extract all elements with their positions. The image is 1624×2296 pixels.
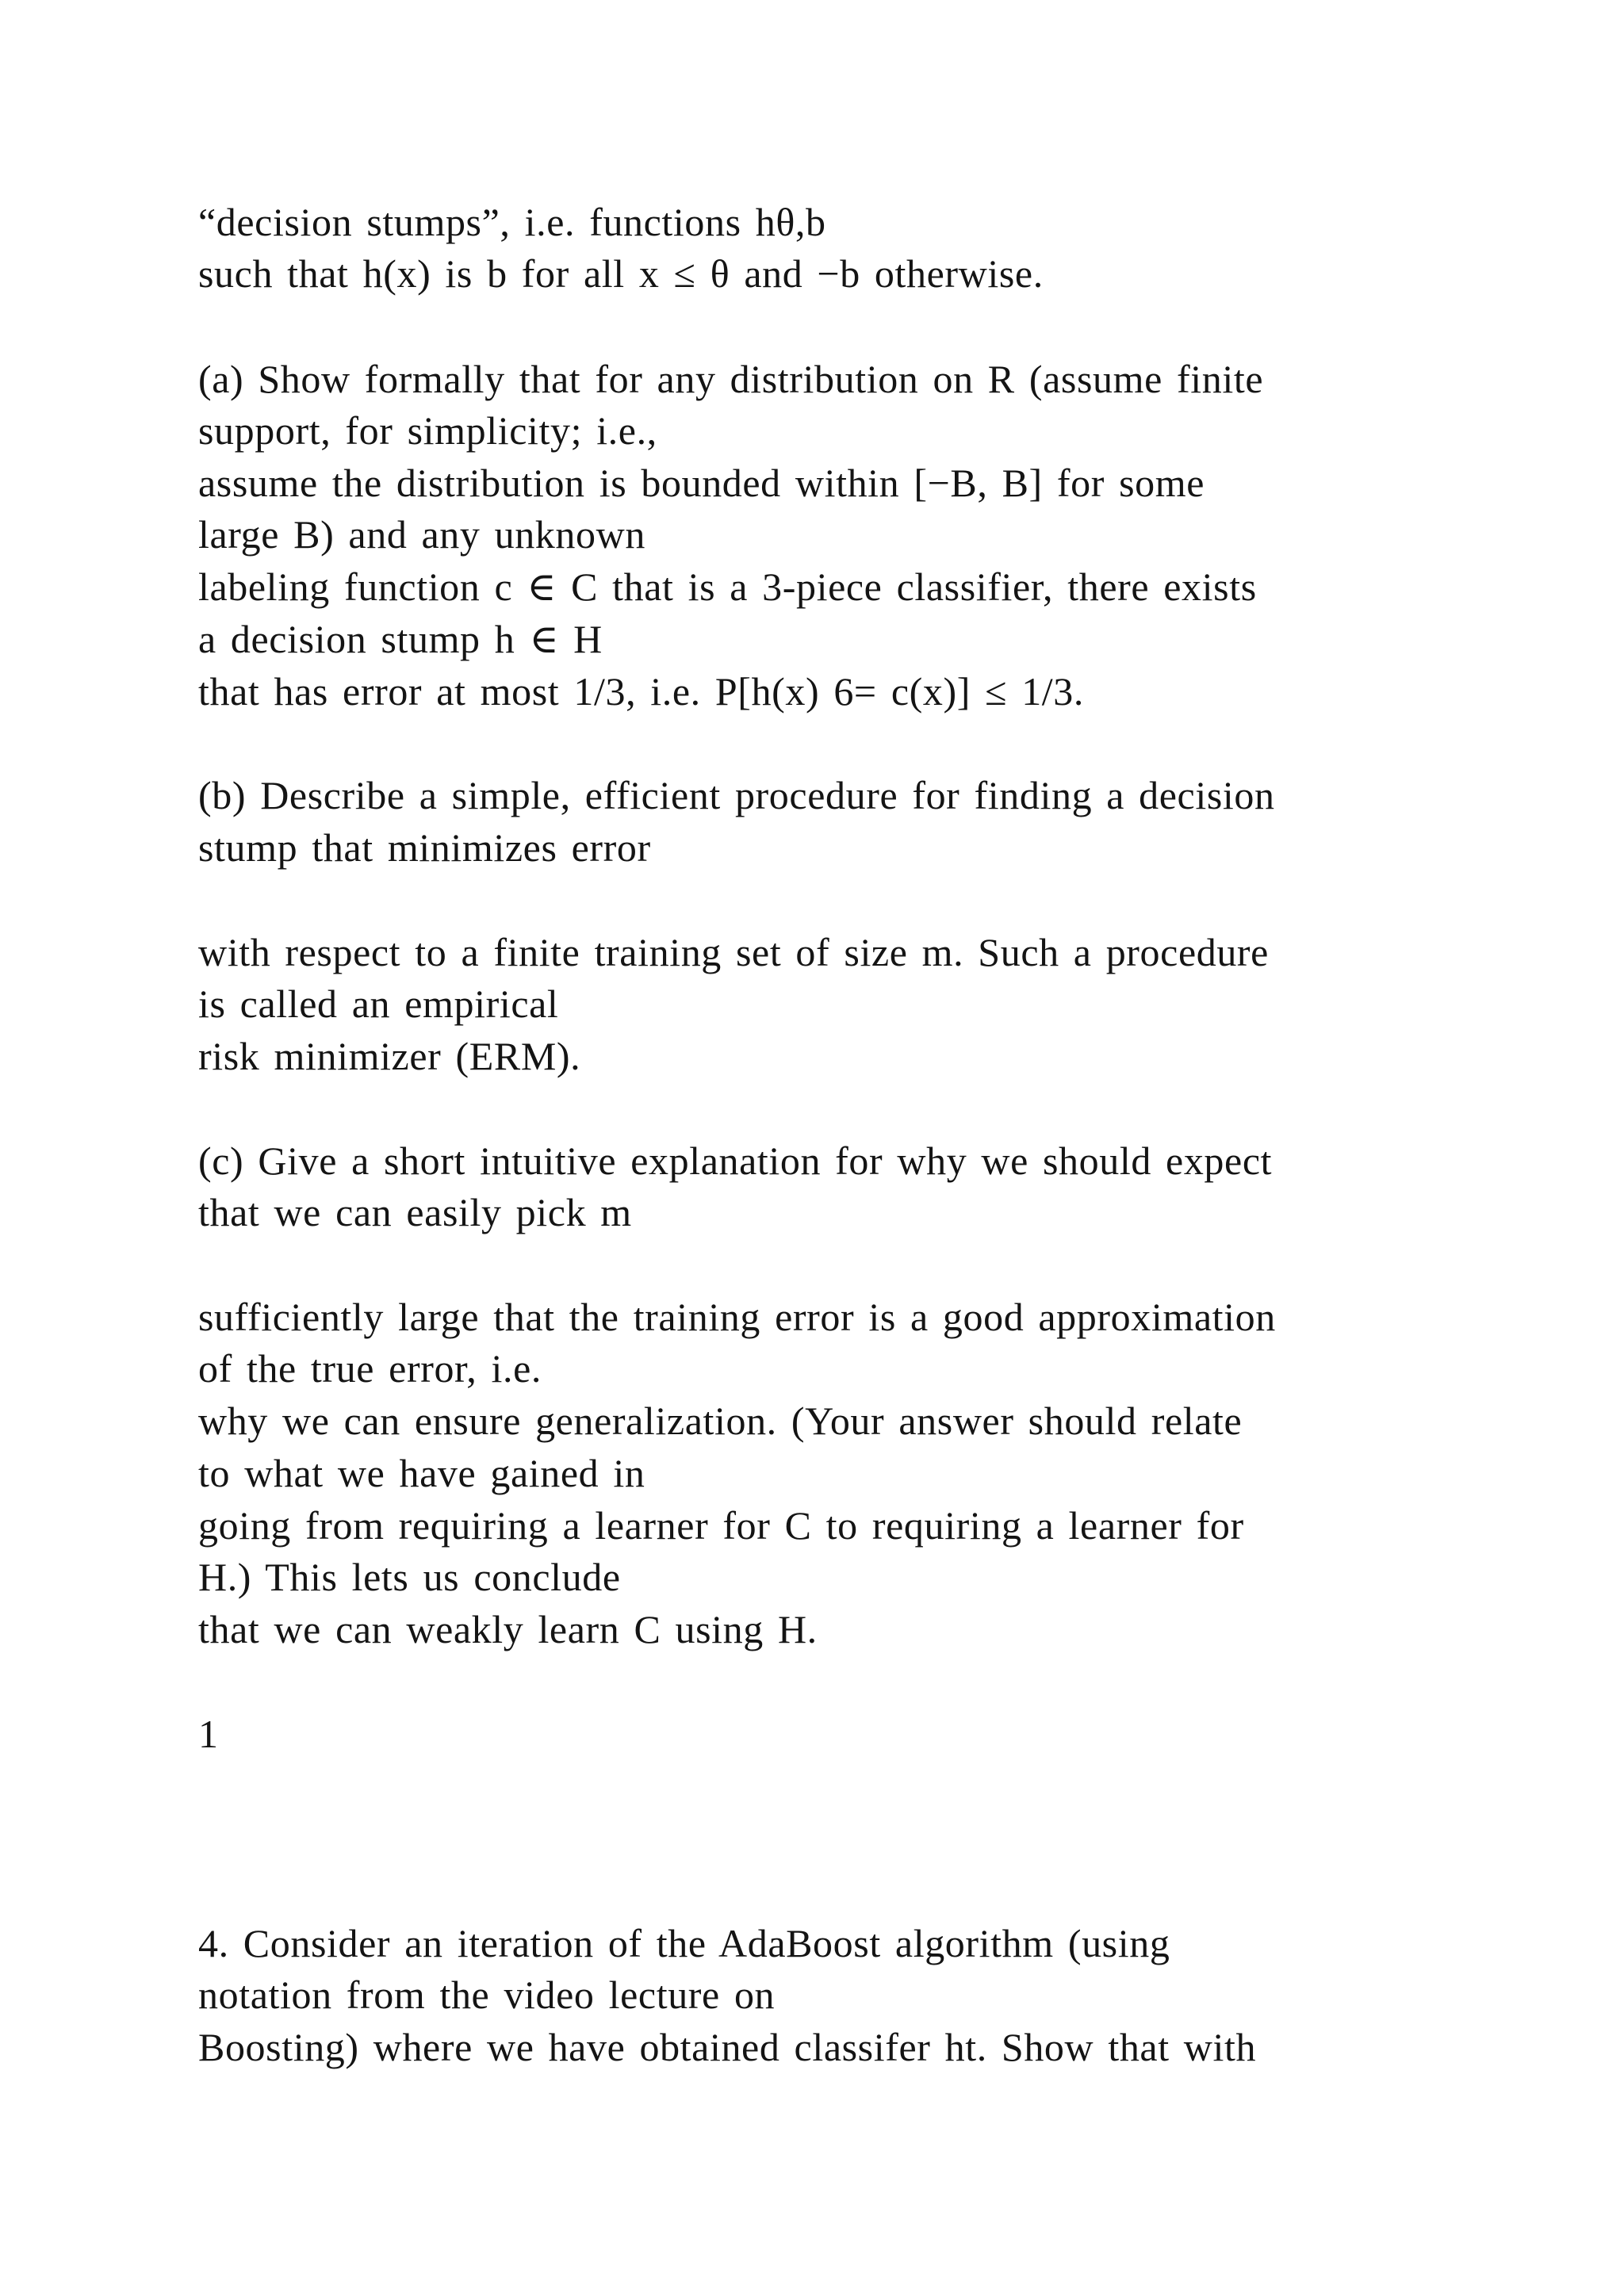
text-line: that has error at most 1/3, i.e. P[h(x) 6= c(x)] ≤ 1/3. <box>198 669 1085 714</box>
text-line: assume the distribution is bounded within [−B, B] for some <box>198 461 1205 505</box>
text-line: (b) Describe a simple, efficient procedure for finding a decision <box>198 773 1275 817</box>
text-line: stump that minimizes error <box>198 825 651 870</box>
text-line: a decision stump h ∈ H <box>198 617 603 661</box>
text-line: support, for simplicity; i.e., <box>198 408 657 453</box>
text-line: is called an empirical <box>198 982 559 1026</box>
text-line: sufficiently large that the training error is a good approximation <box>198 1295 1276 1339</box>
text-line: of the true error, i.e. <box>198 1346 542 1391</box>
text-line: such that h(x) is b for all x ≤ θ and −b otherwise. <box>198 251 1044 296</box>
text-line: (c) Give a short intuitive explanation for why we should expect <box>198 1138 1273 1183</box>
text-line: to what we have gained in <box>198 1451 645 1495</box>
text-line: labeling function c ∈ C that is a 3-piece classifier, there exists <box>198 564 1257 609</box>
text-line: with respect to a finite training set of size m. Such a procedure <box>198 930 1269 974</box>
page-number: 1 <box>198 1712 219 1756</box>
text-line: why we can ensure generalization. (Your answer should relate <box>198 1399 1243 1443</box>
text-line: “decision stumps”, i.e. functions hθ,b <box>198 200 826 244</box>
text-line: that we can easily pick m <box>198 1190 632 1234</box>
text-line: 4. Consider an iteration of the AdaBoost algorithm (using <box>198 1921 1170 1965</box>
text-line: going from requiring a learner for C to requiring a learner for <box>198 1503 1244 1548</box>
text-line: Boosting) where we have obtained classifer ht. Show that with <box>198 2025 1257 2069</box>
text-line: (a) Show formally that for any distribution on R (assume finite <box>198 357 1264 401</box>
text-line: that we can weakly learn C using H. <box>198 1607 818 1651</box>
text-line: H.) This lets us conclude <box>198 1555 621 1599</box>
text-line: risk minimizer (ERM). <box>198 1034 581 1078</box>
text-line: large B) and any unknown <box>198 512 645 557</box>
text-line: notation from the video lecture on <box>198 1973 776 2017</box>
